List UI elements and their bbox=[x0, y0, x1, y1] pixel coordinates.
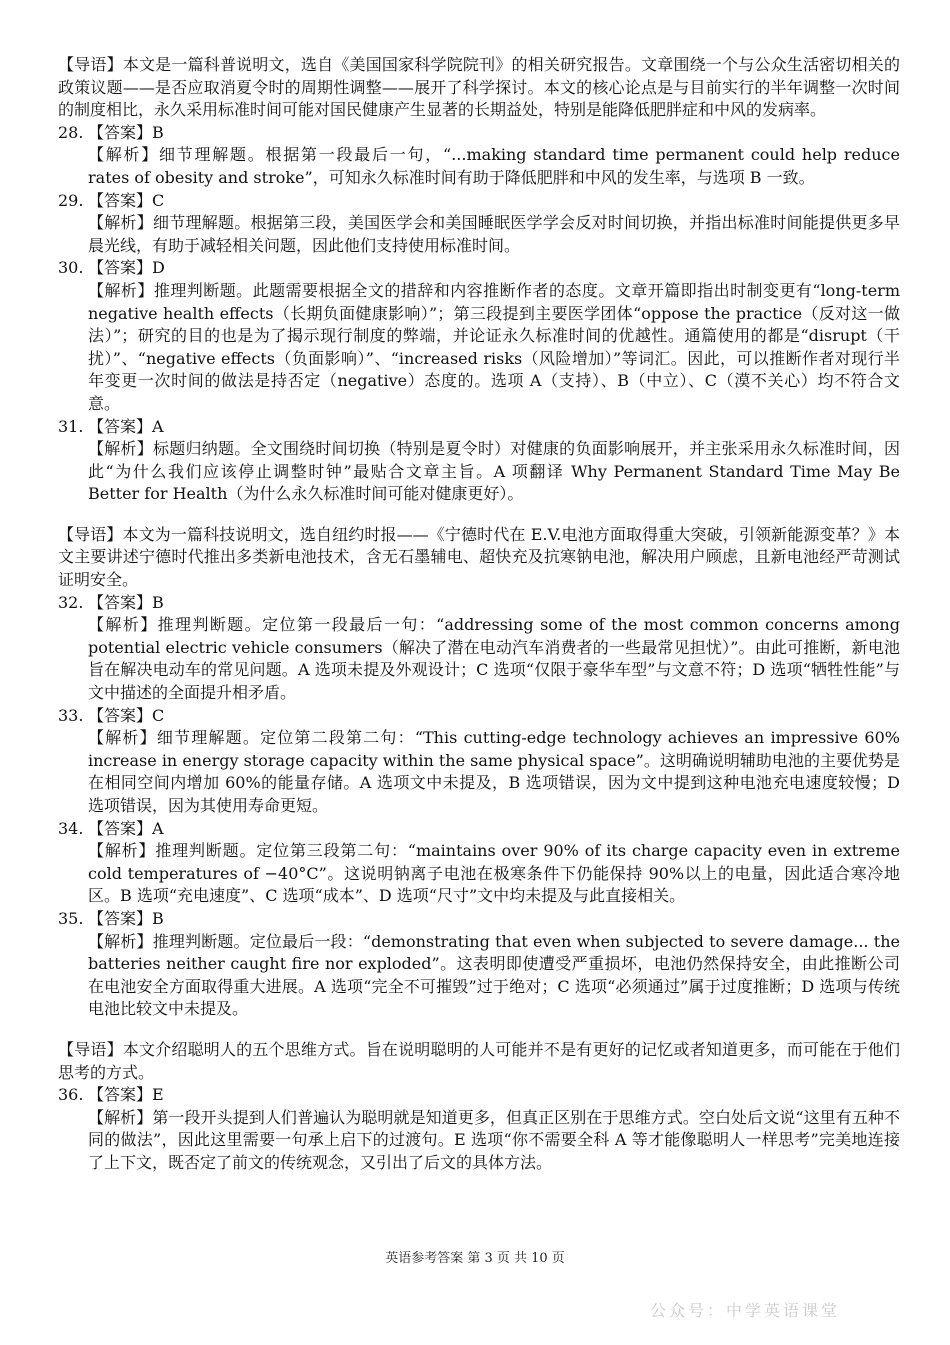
question-number: 32. bbox=[58, 592, 84, 612]
answer-value: B bbox=[152, 592, 164, 612]
analysis-label: 【解析】 bbox=[88, 145, 160, 165]
analysis-text: 【解析】推理判断题。定位第三段第二句：“maintains over 90% of its charge capacity even in extreme cold temperatures of −40°C”。这说明钠离子电池在极寒条件下仍能保持 90%以上的电量，因此适合寒冷地区。B 选项“充电速度”、C 选项“成本”、D 选项“尺寸”文中均未提及与此直接相关。 bbox=[88, 841, 900, 906]
analysis-text: 【解析】推理判断题。定位第一段最后一句：“addressing some of the most common concerns among potential electric vehicle consumers（解决了潜在电动汽车消费者的一些最常见担忧）”。由此可推断，新电池旨在解决电动车的常见问题。A 选项未提及外观设计；C 选项“仅限于豪华车型”与文意不符；D 选项“牺牲性能”与文中描述的全面提升相矛盾。 bbox=[88, 615, 900, 703]
analysis-label: 【解析】 bbox=[88, 1107, 153, 1127]
analysis-text: 【解析】推理判断题。定位最后一段：“demonstrating that even when subjected to severe damage... the batteries neither caught fire nor exploded”。这表明即使遭受严重损坏，电池仍然保持安全，由此推断公司在电池安全方面取得重大进展。A 选项“完全不可摧毁”过于绝对；C 选项“必须通过”属于过度推断；D 选项与传统电池比较文中未提及。 bbox=[88, 931, 900, 1019]
answer-label: 【答案】 bbox=[88, 592, 153, 612]
answer-value: B bbox=[152, 122, 164, 142]
answer-label: 【答案】 bbox=[88, 416, 153, 436]
analysis-label: 【解析】 bbox=[88, 841, 156, 861]
question-number: 30. bbox=[58, 258, 84, 278]
watermark: 公众号：中学英语课堂 bbox=[650, 1301, 841, 1320]
question-number: 28. bbox=[58, 122, 84, 142]
question-number: 33. bbox=[58, 705, 84, 725]
answer-label: 【答案】 bbox=[88, 190, 153, 210]
answer-label: 【答案】 bbox=[88, 258, 153, 278]
answer-label: 【答案】 bbox=[88, 818, 153, 838]
answer-label: 【答案】 bbox=[88, 705, 153, 725]
answer-value: A bbox=[152, 818, 164, 838]
answer-value: B bbox=[152, 908, 164, 928]
answer-document bbox=[58, 54, 900, 1175]
question-33 bbox=[58, 705, 900, 818]
analysis-label: 【解析】 bbox=[88, 439, 153, 459]
question-35 bbox=[58, 908, 900, 1021]
question-34 bbox=[58, 818, 900, 908]
answer-value: E bbox=[152, 1085, 164, 1105]
guide-paragraph: 【导语】本文是一篇科普说明文，选自《美国国家科学院院刊》的相关研究报告。文章围绕一个与公众生活密切相关的政策议题——是否应取消夏令时的周期性调整——展开了科学探讨。本文的核心论点是与目前实行的半年调整一次时间的制度相比，永久采用标准时间可能对国民健康产生显著的长期益处，特别是能降低肥胖症和中风的发病率。 bbox=[58, 55, 900, 120]
answer-value: D bbox=[152, 258, 165, 278]
question-29 bbox=[58, 190, 900, 258]
answer-value: C bbox=[152, 190, 165, 210]
page-footer: 英语参考答案 第 3 页 共 10 页 bbox=[385, 1251, 565, 1266]
question-number: 36. bbox=[58, 1085, 84, 1105]
guide-paragraph: 【导语】本文介绍聪明人的五个思维方式。旨在说明聪明的人可能并不是有更好的记忆或者知道更多，而可能在于他们思考的方式。 bbox=[58, 1039, 900, 1082]
answer-value: C bbox=[152, 705, 165, 725]
analysis-text: 【解析】细节理解题。根据第一段最后一句，“...making standard time permanent could help reduce rates of obesity and stroke”，可知永久标准时间有助于降低肥胖和中风的发生率，与选项 B 一致。 bbox=[88, 145, 900, 187]
section-spacer bbox=[58, 1021, 900, 1039]
question-number: 29. bbox=[58, 190, 84, 210]
question-number: 34. bbox=[58, 818, 84, 838]
section-spacer bbox=[58, 506, 900, 524]
answer-value: A bbox=[152, 416, 164, 436]
question-number: 31. bbox=[58, 416, 84, 436]
analysis-text: 【解析】细节理解题。根据第三段，美国医学会和美国睡眠医学学会反对时间切换，并指出标准时间能提供更多早晨光线，有助于减轻相关问题，因此他们支持使用标准时间。 bbox=[88, 213, 900, 255]
question-31 bbox=[58, 416, 900, 506]
analysis-label: 【解析】 bbox=[88, 931, 153, 951]
analysis-text: 【解析】第一段开头提到人们普遍认为聪明就是知道更多，但真正区别在于思维方式。空白处后文说“这里有五种不同的做法”，因此这里需要一句承上启下的过渡句。E 选项“你不需要全科 A 等才能像聪明人一样思考”完美地连接了上下文，既否定了前文的传统观念，又引出了后文的具体方法。 bbox=[88, 1107, 900, 1172]
question-32 bbox=[58, 592, 900, 705]
answer-label: 【答案】 bbox=[88, 122, 153, 142]
analysis-text: 【解析】推理判断题。此题需要根据全文的措辞和内容推断作者的态度。文章开篇即指出时制变更有“long-term negative health effects（长期负面健康影响）”；第三段提到主要医学团体“oppose the practice（反对这一做法）”；研究的目的也是为了揭示现行制度的弊端，并论证永久标准时间的优越性。通篇使用的都是“disrupt（干扰）”、“negative effects（负面影响）”、“increased risks（风险增加）”等词汇。因此，可以推断作者对现行半年变更一次时间的做法是持否定（negative）态度的。选项 A（支持）、B（中立）、C（漠不关心）均不符合文意。 bbox=[88, 280, 900, 413]
answer-label: 【答案】 bbox=[88, 1085, 153, 1105]
question-30 bbox=[58, 257, 900, 415]
answer-label: 【答案】 bbox=[88, 908, 153, 928]
question-36 bbox=[58, 1084, 900, 1174]
analysis-label: 【解析】 bbox=[88, 728, 157, 748]
analysis-label: 【解析】 bbox=[88, 280, 154, 300]
question-28 bbox=[58, 122, 900, 190]
question-number: 35. bbox=[58, 908, 84, 928]
analysis-text: 【解析】标题归纳题。全文围绕时间切换（特别是夏令时）对健康的负面影响展开，并主张采用永久标准时间，因此“为什么我们应该停止调整时钟”最贴合文章主旨。A 项翻译 Why Permanent Standard Time May Be Better for Health（为什么永久标准时间可能对健康更好）。 bbox=[88, 439, 900, 504]
guide-paragraph: 【导语】本文为一篇科技说明文，选自纽约时报——《宁德时代在 E.V.电池方面取得重大突破，引领新能源变革？》本文主要讲述宁德时代推出多类新电池技术，含无石墨辅电、超快充及抗寒钠电池，解决用户顾虑，且新电池经严苛测试证明安全。 bbox=[58, 524, 900, 590]
analysis-label: 【解析】 bbox=[88, 213, 153, 233]
analysis-text: 【解析】细节理解题。定位第二段第二句：“This cutting-edge technology achieves an impressive 60% increase in energy storage capacity within the same physical space”。这明确说明辅助电池的主要优势是在相同空间内增加 60%的能量存储。A 选项文中未提及，B 选项错误，因为文中提到这种电池充电速度较慢；D 选项错误，因为其使用寿命更短。 bbox=[88, 728, 900, 815]
analysis-label: 【解析】 bbox=[88, 615, 158, 635]
